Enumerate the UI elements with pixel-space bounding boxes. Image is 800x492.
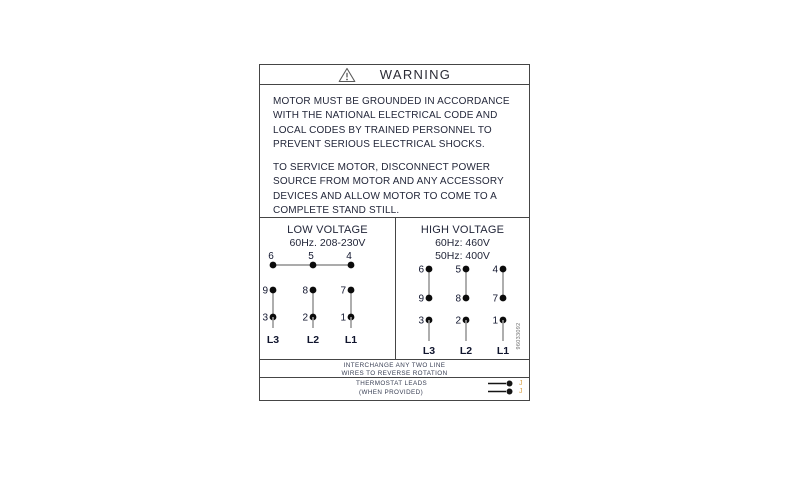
terminal-number: 3 — [418, 315, 424, 327]
lead-label: J — [519, 379, 523, 387]
terminal-number: 9 — [418, 293, 424, 305]
wiring-diagrams — [260, 218, 529, 360]
terminal-number: 7 — [340, 285, 346, 296]
line-label: L3 — [422, 345, 436, 357]
text-line: MOTOR MUST BE GROUNDED IN ACCORDANCE — [273, 96, 510, 107]
text-line: DEVICES AND ALLOW MOTOR TO COME TO A — [273, 190, 497, 202]
grounding-paragraph — [273, 95, 529, 152]
line-label: L2 — [459, 345, 473, 357]
high-voltage-wiring-svg — [396, 262, 529, 362]
warning-header — [260, 65, 529, 85]
line-label: L2 — [306, 333, 320, 346]
rotation-note-line: WIRES TO REVERSE ROTATION — [341, 369, 448, 377]
low-voltage-wiring-svg — [260, 250, 395, 355]
terminal-number: 2 — [302, 312, 308, 323]
terminal-number: 5 — [308, 250, 314, 262]
rotation-note — [260, 360, 529, 378]
warning-title: WARNING — [379, 67, 452, 82]
text-line: PREVENT SERIOUS ELECTRICAL SHOCKS. — [273, 138, 485, 150]
terminal-number: 1 — [492, 315, 498, 327]
lead-wire-icon — [487, 388, 514, 395]
high-voltage-rating-50hz: 50Hz: 400V — [435, 249, 490, 262]
text-line: TO SERVICE MOTOR, DISCONNECT POWER — [273, 162, 491, 174]
rotation-note-line: INTERCHANGE ANY TWO LINE — [343, 361, 446, 369]
terminal-number: 1 — [340, 312, 346, 323]
when-provided-text: (WHEN PROVIDED) — [359, 388, 424, 396]
line-label: L1 — [496, 345, 510, 357]
warning-triangle-icon — [338, 67, 356, 83]
low-voltage-diagram — [260, 218, 396, 359]
high-voltage-rating-60hz: 60Hz: 460V — [435, 237, 490, 249]
thermostat-leads-text: THERMOSTAT LEADS — [356, 380, 428, 387]
service-paragraph — [273, 161, 529, 218]
lead-wire-icon — [487, 380, 514, 387]
thermostat-lead-symbol — [487, 380, 523, 387]
terminal-number: 7 — [492, 293, 498, 305]
text-line: SOURCE FROM MOTOR AND ANY ACCESSORY — [273, 176, 504, 188]
terminal-number: 8 — [302, 285, 308, 296]
thermostat-note — [260, 378, 529, 396]
terminal-number: 5 — [455, 264, 461, 276]
line-label: L1 — [344, 333, 358, 346]
text-line: COMPLETE STAND STILL. — [273, 205, 400, 217]
terminal-number: 6 — [418, 264, 424, 276]
low-voltage-rating: 60Hz. 208-230V — [289, 237, 366, 249]
terminal-number: 3 — [262, 312, 268, 323]
high-voltage-title: HIGH VOLTAGE — [420, 224, 505, 236]
terminal-number: 2 — [455, 315, 461, 327]
text-line: LOCAL CODES BY TRAINED PERSONNEL TO — [273, 124, 492, 136]
terminal-number: 4 — [346, 250, 352, 262]
line-label: L3 — [266, 333, 280, 346]
part-number: 96033092 — [516, 322, 522, 350]
text-line: WITH THE NATIONAL ELECTRICAL CODE AND — [273, 110, 498, 122]
terminal-number: 4 — [492, 264, 498, 276]
warning-body — [260, 85, 529, 218]
high-voltage-diagram — [396, 218, 529, 359]
terminal-number: 8 — [455, 293, 461, 305]
terminal-number: 9 — [262, 285, 268, 296]
lead-label: J — [519, 388, 523, 395]
terminal-number: 6 — [268, 250, 274, 262]
thermostat-lead-symbol — [487, 388, 523, 395]
low-voltage-title: LOW VOLTAGE — [287, 224, 368, 236]
motor-warning-label — [259, 64, 530, 401]
